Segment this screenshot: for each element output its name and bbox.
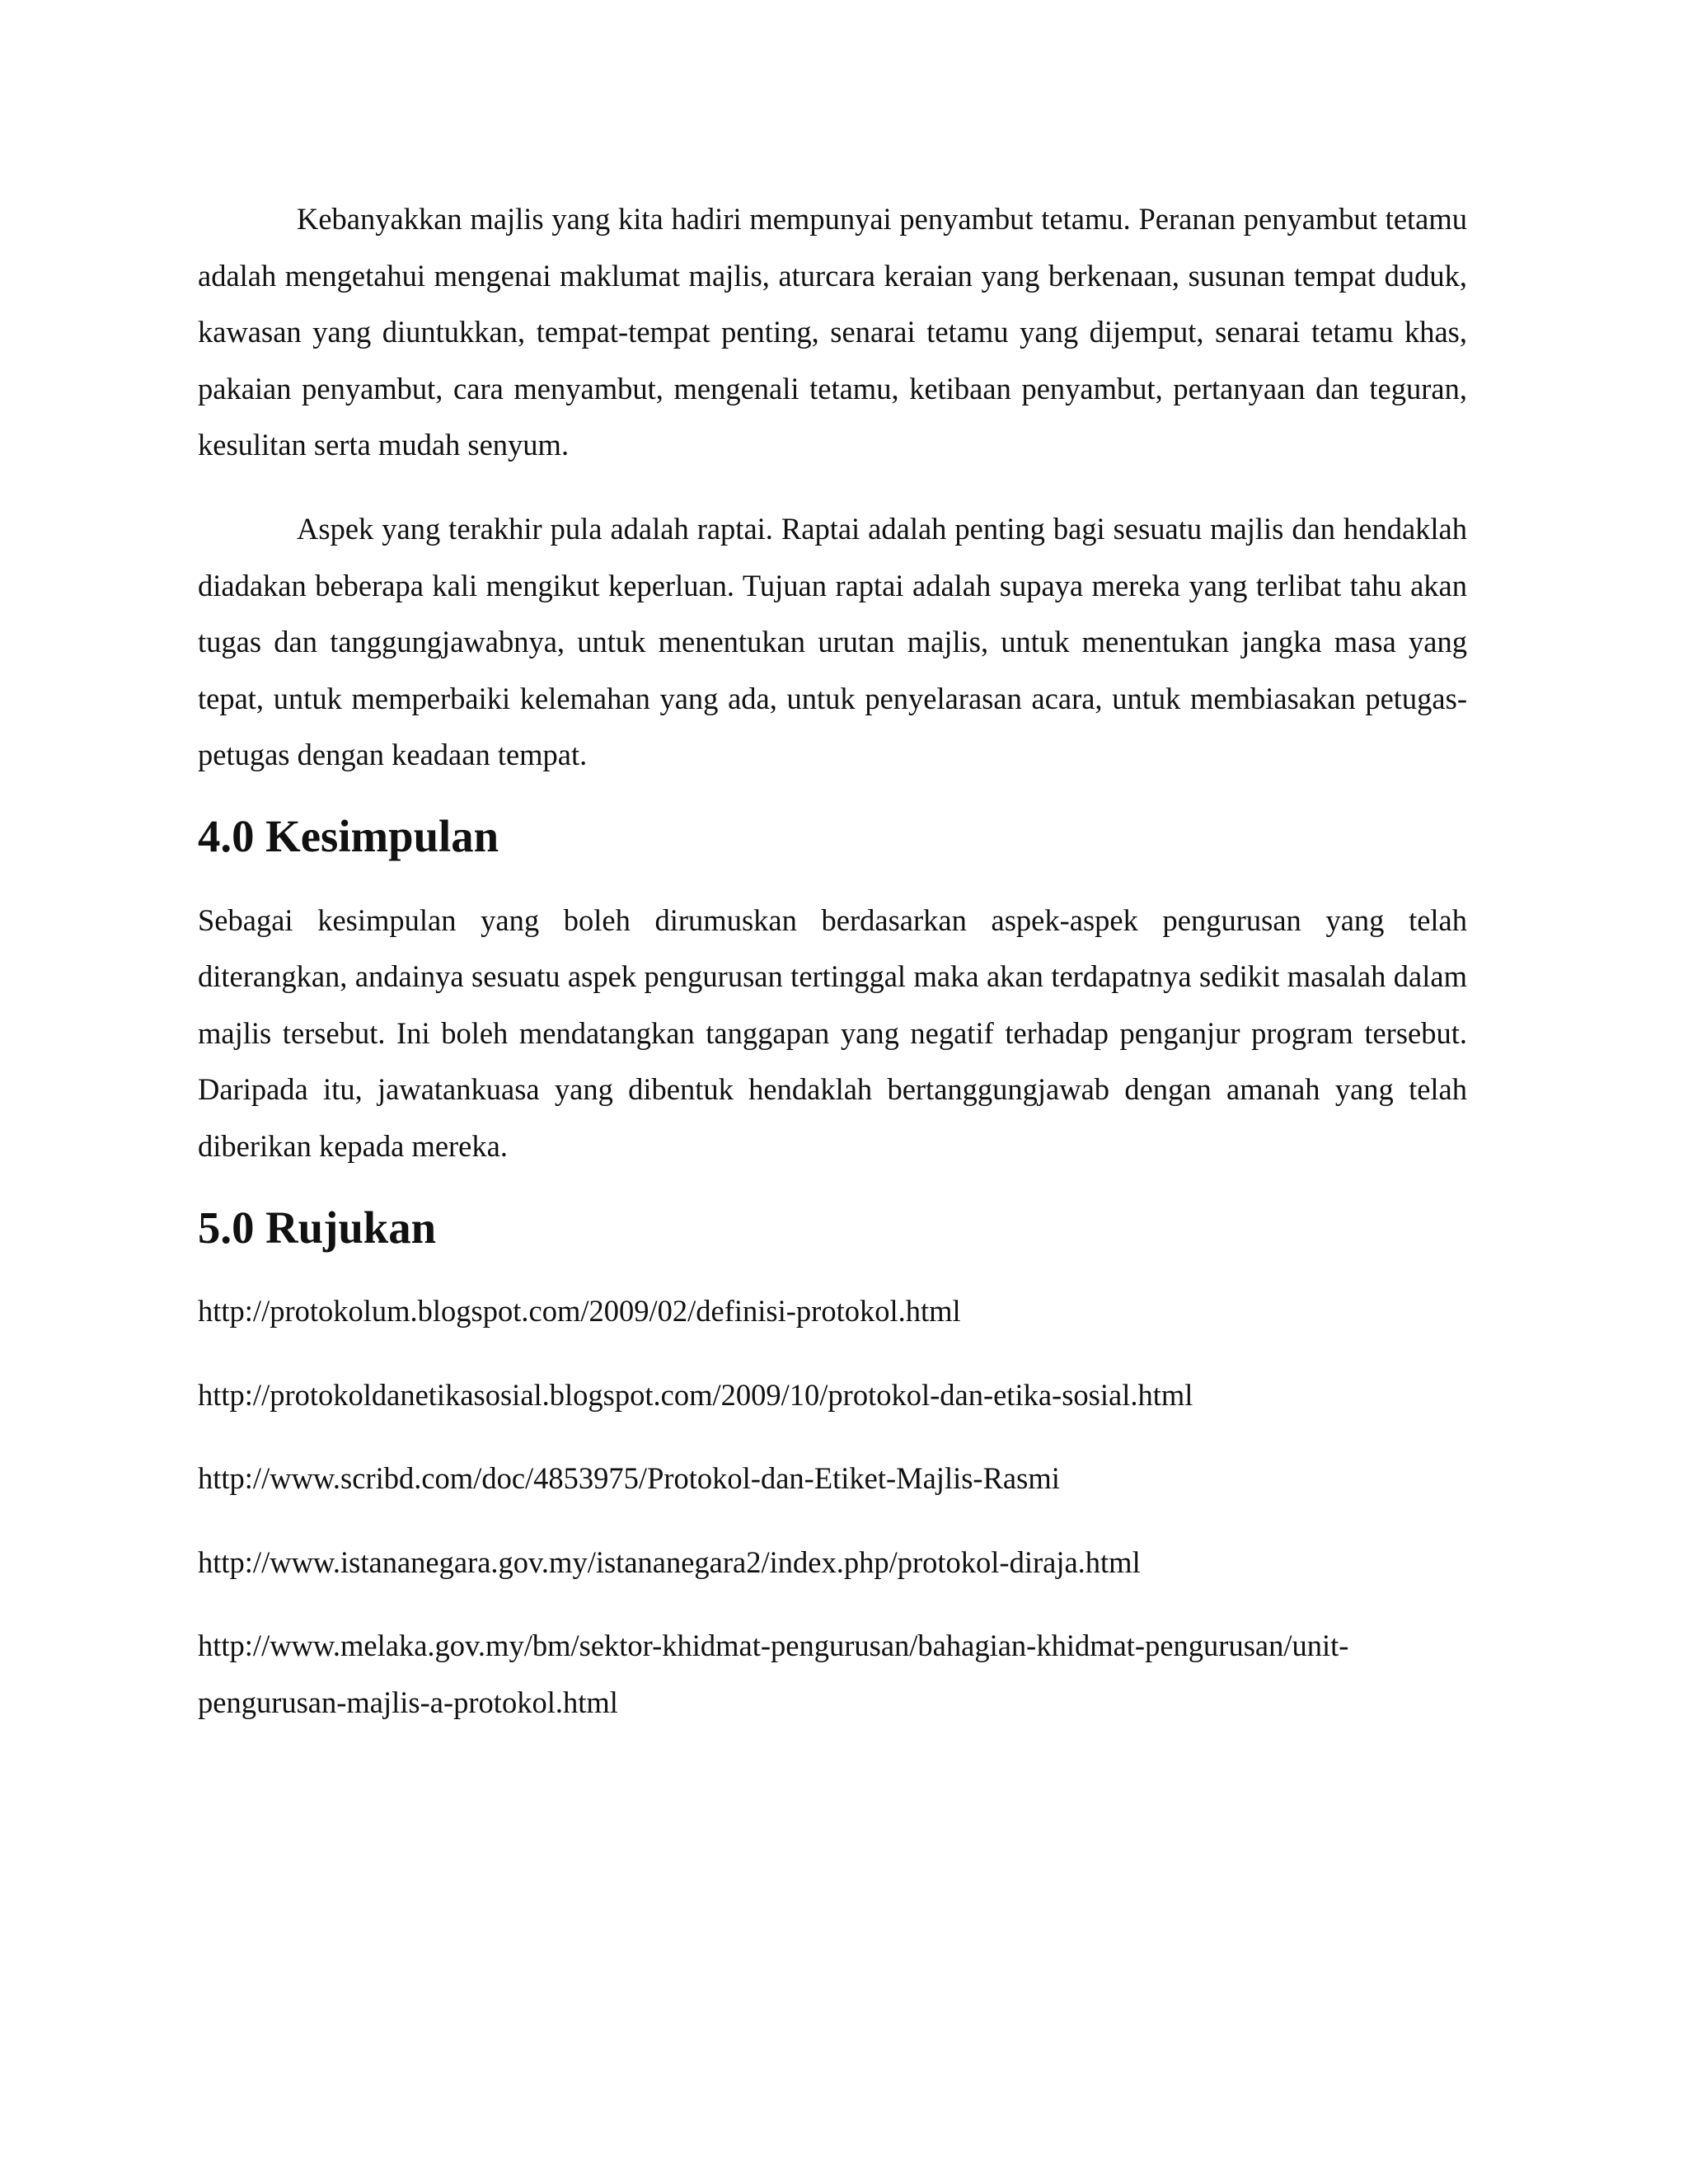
reference-link: http://www.istananegara.gov.my/istananegara2/index.php/protokol-diraja.html	[198, 1544, 1141, 1579]
conclusion-paragraph: Sebagai kesimpulan yang boleh dirumuskan berdasarkan aspek-aspek pengurusan yang telah diterangkan, andainya sesuatu aspek pengurusan tertinggal maka akan terdapatnya sedikit masalah dalam majlis tersebut. Ini boleh mendatangkan tanggapan yang negatif terhadap penganjur program tersebut. Daripada itu, jawatankuasa yang dibentuk hendaklah bertanggungjawab dengan amanah yang telah diberikan kepada mereka.	[198, 902, 1467, 1163]
paragraph-rehearsal: Aspek yang terakhir pula adalah raptai. Raptai adalah penting bagi sesuatu majlis dan hendaklah diadakan beberapa kali mengikut keperluan. Tujuan raptai adalah supaya mereka yang terlibat tahu akan tugas dan tanggungjawabnya, untuk menentukan urutan majlis, untuk menentukan jangka masa yang tepat, untuk memperbaiki kelemahan yang ada, untuk penyelarasan acara, untuk membiasakan petugas-petugas dengan keadaan tempat.	[198, 511, 1467, 772]
references-list	[198, 1283, 1467, 1732]
conclusion-heading: 4.0 Kesimpulan	[198, 810, 499, 861]
reference-link: http://protokoldanetikasosial.blogspot.com/2009/10/protokol-dan-etika-sosial.html	[198, 1377, 1193, 1412]
reference-link: http://protokolum.blogspot.com/2009/02/definisi-protokol.html	[198, 1294, 961, 1329]
paragraph-greeters: Kebanyakkan majlis yang kita hadiri mempunyai penyambut tetamu. Peranan penyambut tetamu adalah mengetahui mengenai maklumat majlis, aturcara keraian yang berkenaan, susunan tempat duduk, kawasan yang diuntukkan, tempat-tempat penting, senarai tetamu yang dijemput, senarai tetamu khas, pakaian penyambut, cara menyambut, mengenali tetamu, ketibaan penyambut, pertanyaan dan teguran, kesulitan serta mudah senyum.	[198, 202, 1467, 462]
reference-link: http://www.melaka.gov.my/bm/sektor-khidmat-pengurusan/bahagian-khidmat-pengurusan/unit-pengurusan-majlis-a-protokol.html	[198, 1629, 1349, 1720]
reference-link: http://www.scribd.com/doc/4853975/Protokol-dan-Etiket-Majlis-Rasmi	[198, 1461, 1060, 1496]
document-body	[198, 191, 1467, 1759]
references-heading: 5.0 Rujukan	[198, 1202, 437, 1253]
